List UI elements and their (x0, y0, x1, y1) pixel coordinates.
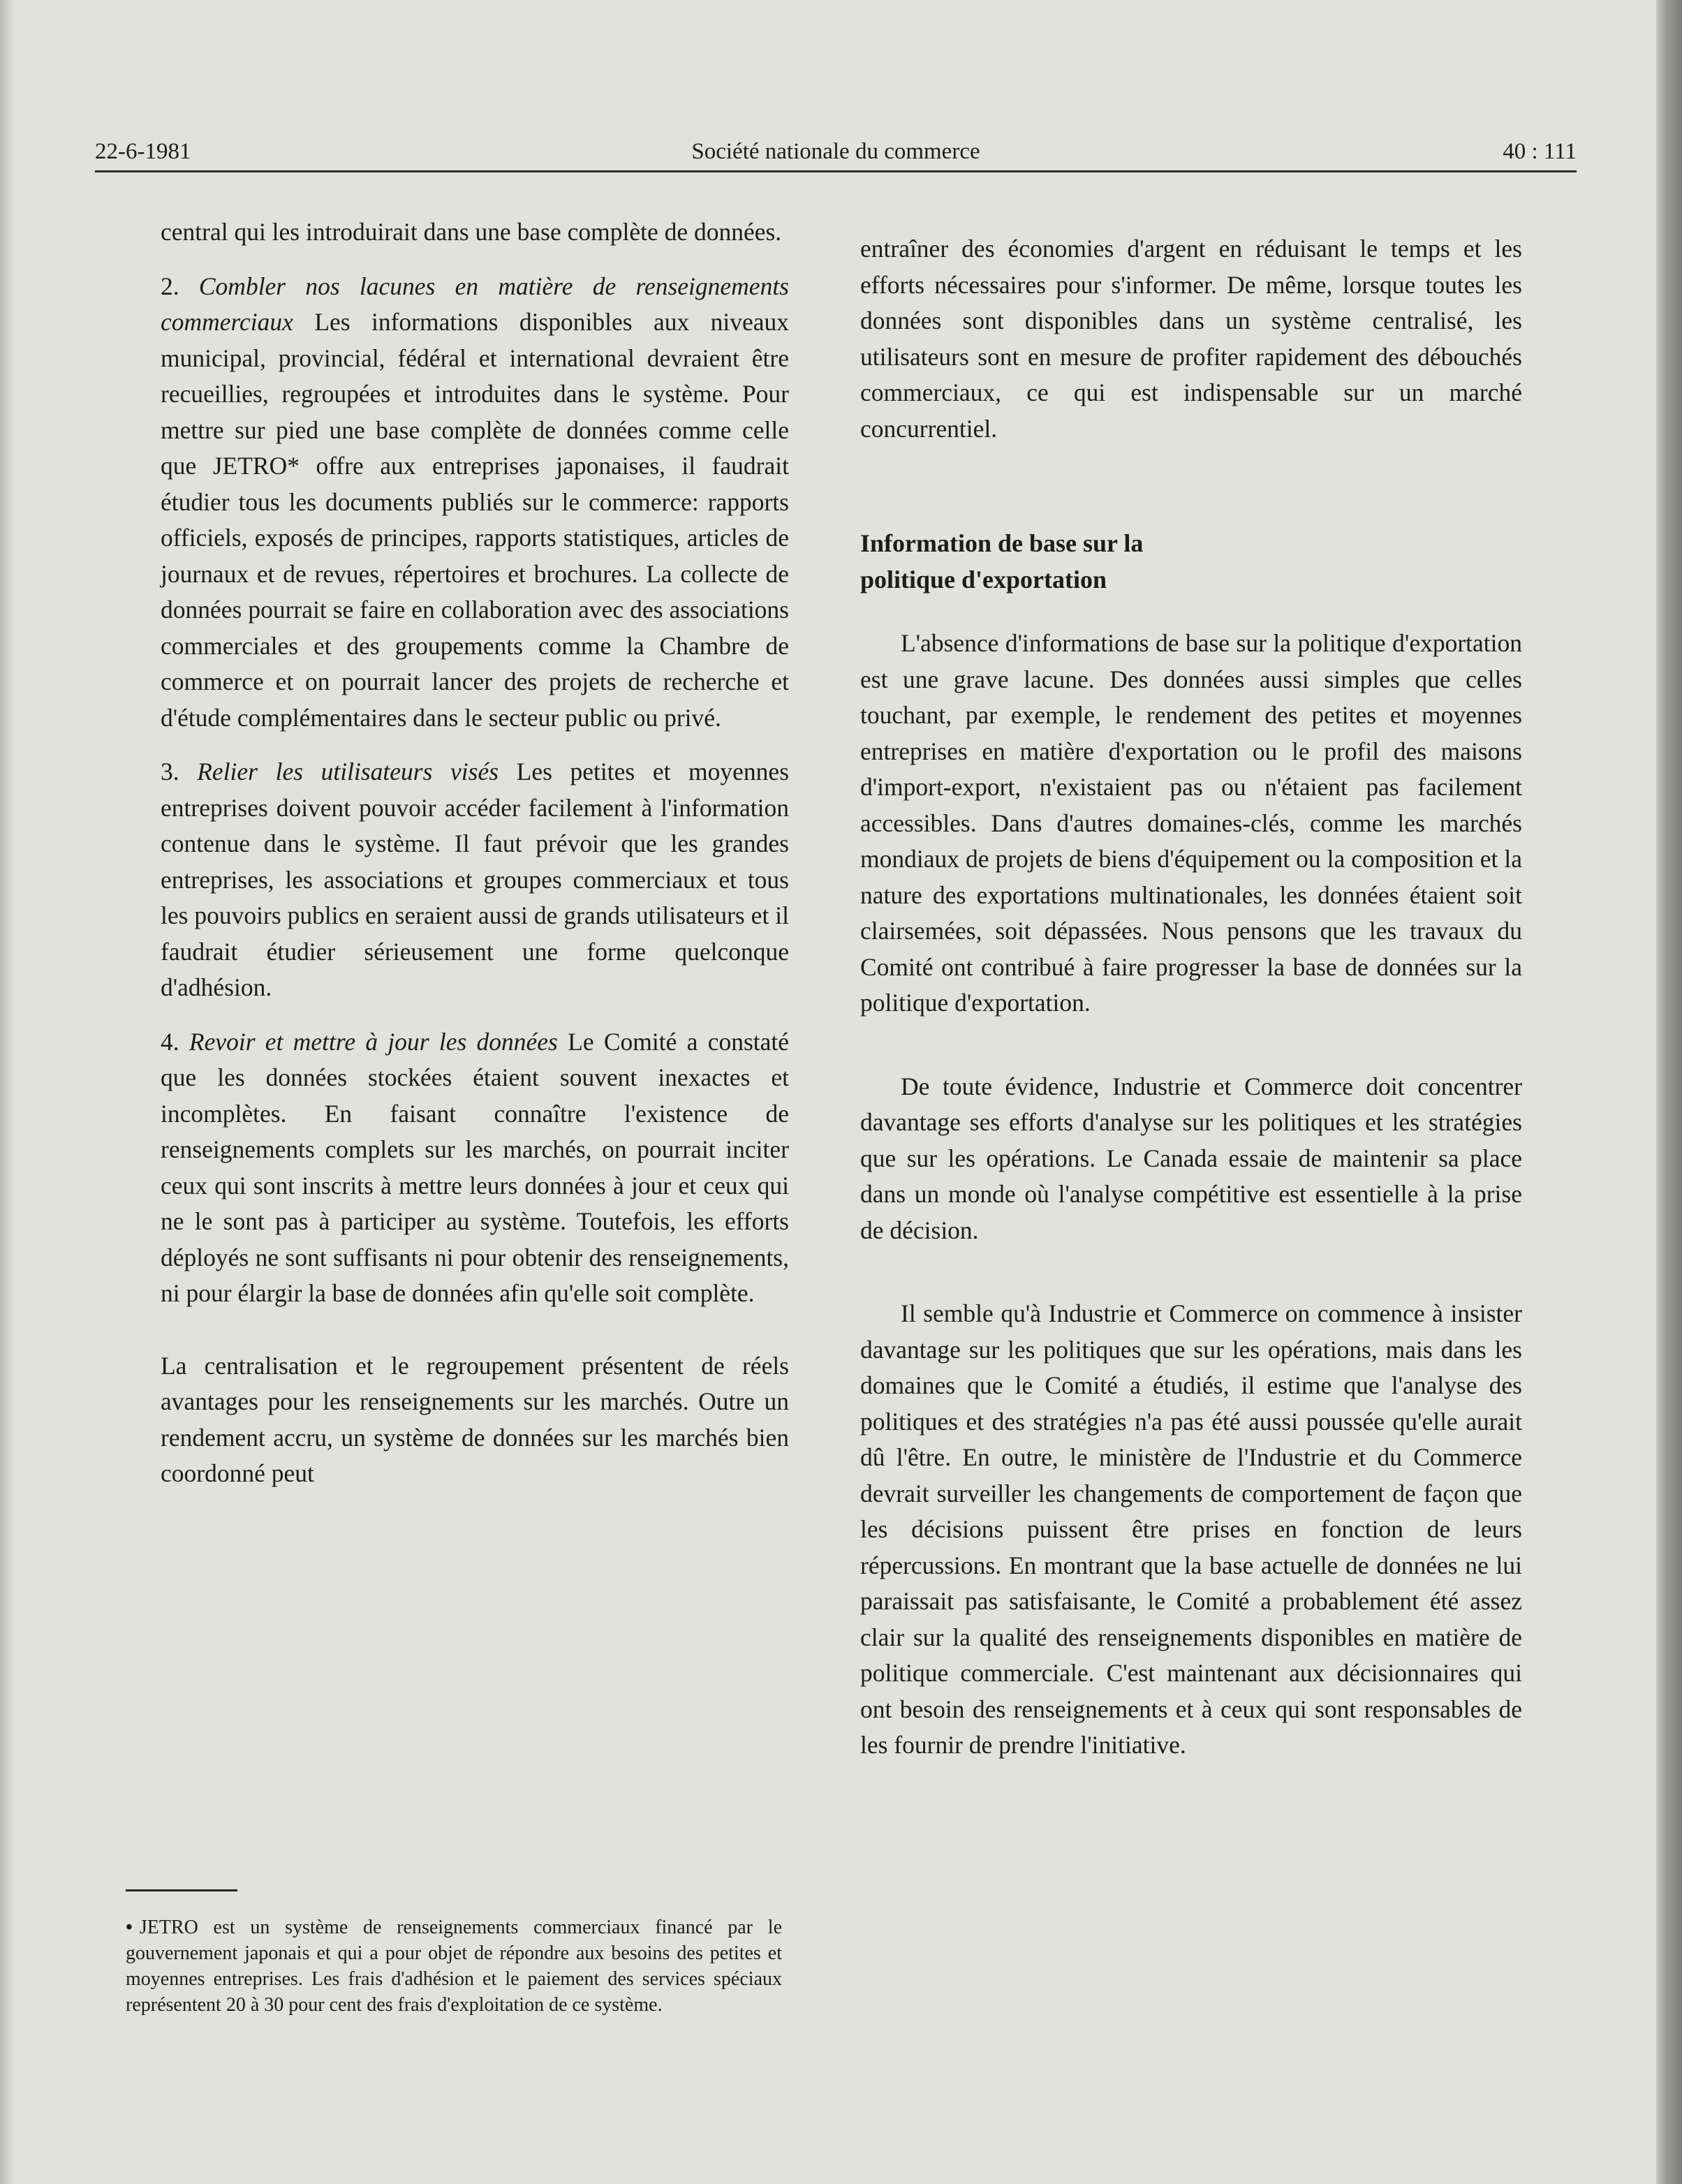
paragraph-continuation: entraîner des économies d'argent en réduisant le temps et les efforts nécessaires pour s'informer. De même, lorsque toutes les données sont disponibles dans un système centralisé, les utilisateurs sont en mesure de profiter rapidement des débouchés commerciaux, ce qui est indispensable sur un marché concurrentiel. (860, 235, 1522, 443)
footnote-text: JETRO est un système de renseignements commerciaux financé par le gouvernement japonais et qui a pour objet de répondre aux besoins des petites et moyennes entreprises. Les frais d'adhésion et le paiement des services spéciaux représentent 20 à 30 pour cent des frais d'exploitation de ce système. (126, 1917, 782, 2016)
item-number: 2. (161, 272, 179, 300)
item-title: Revoir et mettre à jour les données (189, 1027, 558, 1056)
paragraph-industry-commerce: De toute évidence, Industrie et Commerce doit concentrer davantage ses efforts d'analyse sur les politiques et les stratégies que sur les opérations. Le Canada essaie de maintenir sa place dans un monde où l'analyse compétitive est essentielle à la prise de décision. (860, 1072, 1522, 1244)
item-body: Les informations disponibles aux niveaux municipal, provincial, fédéral et international devraient être recueillies, regroupées et introduites dans le système. Pour mettre sur pied une base complète de données comme celle que JETRO* offre aux entreprises japonaises, il faudrait étudier tous les documents publiés sur le commerce: rapports officiels, exposés de principes, rapports statistiques, articles de journaux et de revues, répertoires et brochures. La collecte de données pourrait se faire en collaboration avec des associations commerciales et des groupements comme la Chambre de commerce et on pourrait lancer des projets de recherche et d'étude complémentaires dans le secteur public ou privé. (161, 308, 789, 732)
header-title: Société nationale du commerce (691, 139, 980, 164)
footnote-rule (126, 1889, 237, 1891)
header-date: 22-6-1981 (95, 139, 191, 164)
page-edge (1656, 0, 1682, 2184)
list-item-2 (161, 269, 789, 737)
binding-shadow (0, 0, 15, 2184)
paragraph-policies: Il semble qu'à Industrie et Commerce on commence à insister davantage sur les politiques que sur les opérations, mais dans les domaines que le Comité a étudiés, il estime que l'analyse des politiques et des stratégies n'a pas été aussi poussée qu'elle aurait dû l'être. En outre, le ministère de l'Industrie et du Commerce devrait surveiller les changements de comportement de façon que les décisions puissent être prises en fonction de leurs répercussions. En montrant que la base actuelle de données ne lui paraissait pas satisfaisante, le Comité a probablement été assez clair sur la qualité des renseignements disponibles en matière de politique commerciale. C'est maintenant aux décisionnaires qui ont besoin des renseignements et à ceux qui sont responsables de les fournir de prendre l'initiative. (860, 1299, 1522, 1759)
header-page-number: 40 : 111 (1503, 139, 1577, 164)
item-body: Le Comité a constaté que les données stockées étaient souvent inexactes et incomplètes. En faisant connaître l'existence de renseignements complets sur les marchés, on pourrait inciter ceux qui sont inscrits à mettre leurs données à jour et ceux qui ne le sont pas à participer au système. Toutefois, les efforts déployés ne sont suffisants ni pour obtenir des renseignements, ni pour élargir la base de données afin qu'elle soit complète. (161, 1027, 790, 1307)
list-item-3 (161, 754, 789, 1006)
paragraph-export-policy: L'absence d'informations de base sur la politique d'exportation est une grave lacune. Des données aussi simples que celles touchant, par exemple, le rendement des petites et moyennes entreprises en matière d'exportation ou le profil des maisons d'import-export, n'existaient pas ou n'étaient pas facilement accessibles. Dans d'autres domaines-clés, comme les marchés mondiaux de projets de biens d'équipement ou la composition et la nature des exportations multinationales, les données étaient soit clairsemées, soit dépassées. Nous pensons que les travaux du Comité ont contribué à faire progresser la base de données sur la politique d'exportation. (860, 629, 1522, 1017)
heading-line: politique d'exportation (860, 566, 1107, 593)
item-number: 4. (161, 1027, 179, 1056)
running-header (95, 126, 1577, 172)
left-column (161, 214, 789, 1492)
item-title: Relier les utilisateurs visés (197, 758, 499, 785)
item-title: Combler nos lacunes en matière de renseignements commerciaux (161, 272, 789, 336)
list-item-4 (161, 1024, 789, 1312)
item-body: Les petites et moyennes entreprises doivent pouvoir accéder facilement à l'information contenue dans le système. Il faut prévoir que les grandes entreprises, les associations et groupes commerciaux et tous les pouvoirs publics en seraient aussi de grands utilisateurs et il faudrait étudier sérieusement une forme quelconque d'adhésion. (161, 758, 790, 1001)
right-column (860, 231, 1522, 1764)
heading-line: Information de base sur la (860, 529, 1144, 557)
item-number: 3. (161, 758, 179, 785)
section-heading (860, 525, 1522, 598)
paragraph-continuation: central qui les introduirait dans une base complète de données. (161, 218, 782, 246)
footnote-marker: • (126, 1917, 133, 1938)
paragraph-centralisation: La centralisation et le regroupement présentent de réels avantages pour les renseignements sur les marchés. Outre un rendement accru, un système de données sur les marchés bien coordonné peut (161, 1351, 789, 1487)
footnote (126, 1914, 782, 2018)
